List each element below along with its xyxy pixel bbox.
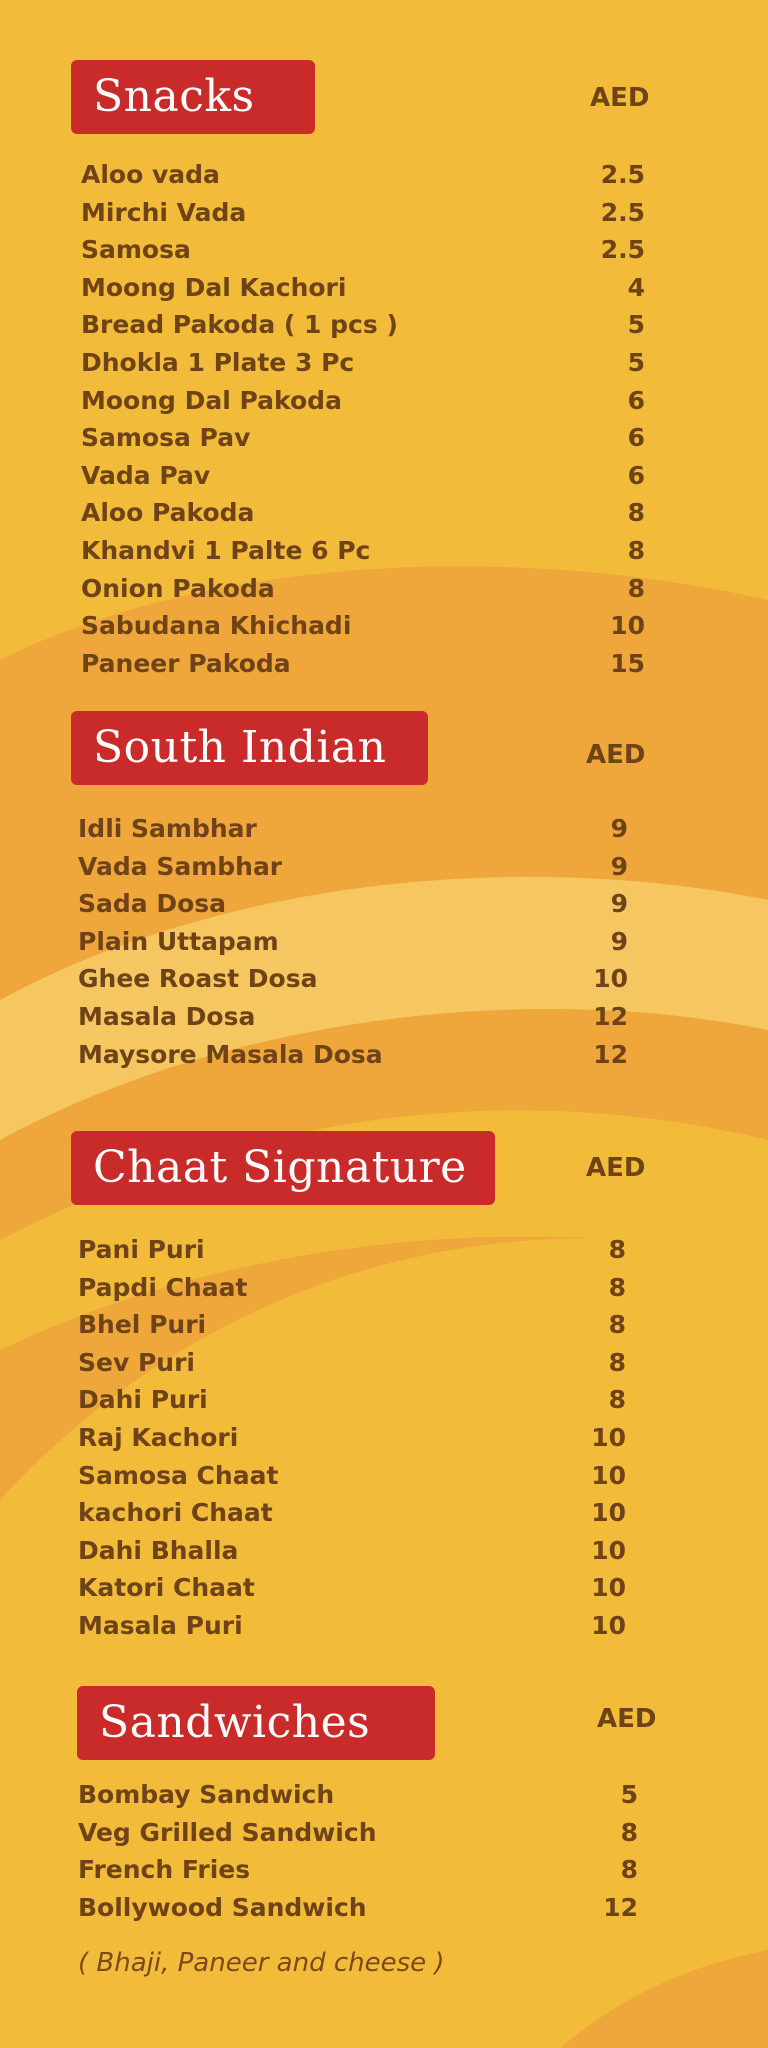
item-name: Samosa Chaat [78,1460,279,1490]
item-name: Katori Chaat [78,1573,255,1603]
menu-item [78,1814,638,1852]
section-title-chaat-signature: Chaat Signature [71,1131,495,1205]
item-price: 4 [627,272,645,302]
item-price: 8 [627,573,645,603]
item-name: Vada Sambhar [78,851,283,881]
item-name: Masala Dosa [78,1001,256,1031]
item-price: 10 [591,1573,626,1603]
item-name: Khandvi 1 Palte 6 Pc [81,535,371,565]
menu-item [78,1231,626,1269]
item-price: 15 [610,648,645,678]
menu-item [81,570,645,608]
currency-label-snacks: AED [590,83,650,113]
item-price: 6 [627,385,645,415]
menu-item [78,1381,626,1419]
menu-item [78,810,628,848]
item-name: Ghee Roast Dosa [78,964,318,994]
section-title-snacks: Snacks [71,60,315,134]
item-price: 9 [610,926,628,956]
item-name: Pani Puri [78,1235,205,1264]
menu-item [81,532,645,570]
menu-list-snacks [81,156,645,682]
item-name: Aloo vada [81,160,220,189]
item-price: 5 [620,1780,638,1809]
section-title-south-indian: South Indian [71,711,428,785]
item-name: Sev Puri [78,1347,195,1377]
item-name: Aloo Pakoda [81,498,255,528]
menu-item [81,156,645,194]
item-name: Bollywood Sandwich [78,1892,367,1922]
item-name: Samosa Pav [81,423,251,453]
item-price: 8 [627,498,645,528]
item-name: Vada Pav [81,460,211,490]
item-name: Papdi Chaat [78,1272,248,1302]
item-price: 10 [591,1498,626,1528]
menu-item [81,607,645,645]
menu-item [81,306,645,344]
menu-item [81,457,645,495]
menu-item [78,1036,628,1074]
item-name: Veg Grilled Sandwich [78,1817,377,1847]
item-name: Idli Sambhar [78,814,257,843]
item-name: Sada Dosa [78,889,227,919]
sandwich-note: ( Bhaji, Paneer and cheese ) [78,1948,445,1978]
item-name: Onion Pakoda [81,573,275,603]
item-price: 8 [627,535,645,565]
item-name: kachori Chaat [78,1498,273,1528]
item-price: 10 [591,1422,626,1452]
item-price: 8 [620,1855,638,1885]
item-price: 8 [608,1385,626,1415]
menu-list-chaat [78,1231,626,1645]
menu-list-sandwiches [78,1776,638,1926]
menu-item [78,998,628,1036]
menu-list-south-indian [78,810,628,1073]
menu-item [78,1851,638,1889]
item-price: 8 [608,1347,626,1377]
item-name: Paneer Pakoda [81,648,291,678]
item-price: 8 [620,1817,638,1847]
item-name: Dhokla 1 Plate 3 Pc [81,347,355,377]
item-price: 8 [608,1310,626,1340]
item-price: 8 [608,1235,626,1264]
item-price: 9 [610,851,628,881]
item-name: Maysore Masala Dosa [78,1039,383,1069]
item-price: 5 [627,347,645,377]
item-price: 6 [627,423,645,453]
item-name: Sabudana Khichadi [81,611,352,641]
item-name: French Fries [78,1855,251,1885]
menu-item [78,1306,626,1344]
item-price: 2.5 [600,160,645,189]
item-name: Dahi Bhalla [78,1535,239,1565]
item-price: 2.5 [600,235,645,265]
menu-item [81,645,645,683]
currency-label-south-indian: AED [586,740,646,770]
item-price: 10 [591,1610,626,1640]
menu-item [78,885,628,923]
item-price: 12 [593,1039,628,1069]
item-name: Raj Kachori [78,1422,239,1452]
item-name: Samosa [81,235,191,265]
currency-label-sandwiches: AED [597,1704,657,1734]
item-name: Dahi Puri [78,1385,208,1415]
item-name: Moong Dal Kachori [81,272,347,302]
item-price: 10 [591,1535,626,1565]
menu-item [78,960,628,998]
menu-item [81,494,645,532]
menu-item [78,1889,638,1927]
item-name: Masala Puri [78,1610,243,1640]
menu-item [78,1457,626,1495]
item-price: 10 [591,1460,626,1490]
menu-item [78,1269,626,1307]
menu-item [81,419,645,457]
item-price: 8 [608,1272,626,1302]
item-name: Bhel Puri [78,1310,207,1340]
menu-item [81,344,645,382]
menu-item [81,269,645,307]
menu-item [78,1569,626,1607]
item-price: 5 [627,310,645,340]
item-name: Mirchi Vada [81,197,247,227]
menu-item [78,1776,638,1814]
menu-item [81,231,645,269]
menu-item [78,923,628,961]
item-price: 6 [627,460,645,490]
item-price: 9 [610,889,628,919]
item-name: Moong Dal Pakoda [81,385,342,415]
item-price: 2.5 [600,197,645,227]
menu-item [81,382,645,420]
item-price: 10 [610,611,645,641]
item-price: 10 [593,964,628,994]
item-name: Plain Uttapam [78,926,279,956]
section-title-sandwiches: Sandwiches [77,1686,435,1760]
menu-item [78,1607,626,1645]
item-name: Bread Pakoda ( 1 pcs ) [81,310,398,340]
currency-label-chaat: AED [586,1153,646,1183]
menu-item [78,1494,626,1532]
menu-item [78,1532,626,1570]
menu-item [78,1419,626,1457]
menu-item [78,848,628,886]
menu-item [81,194,645,232]
item-price: 9 [610,814,628,843]
item-price: 12 [593,1001,628,1031]
item-price: 12 [603,1892,638,1922]
item-name: Bombay Sandwich [78,1780,335,1809]
menu-item [78,1344,626,1382]
